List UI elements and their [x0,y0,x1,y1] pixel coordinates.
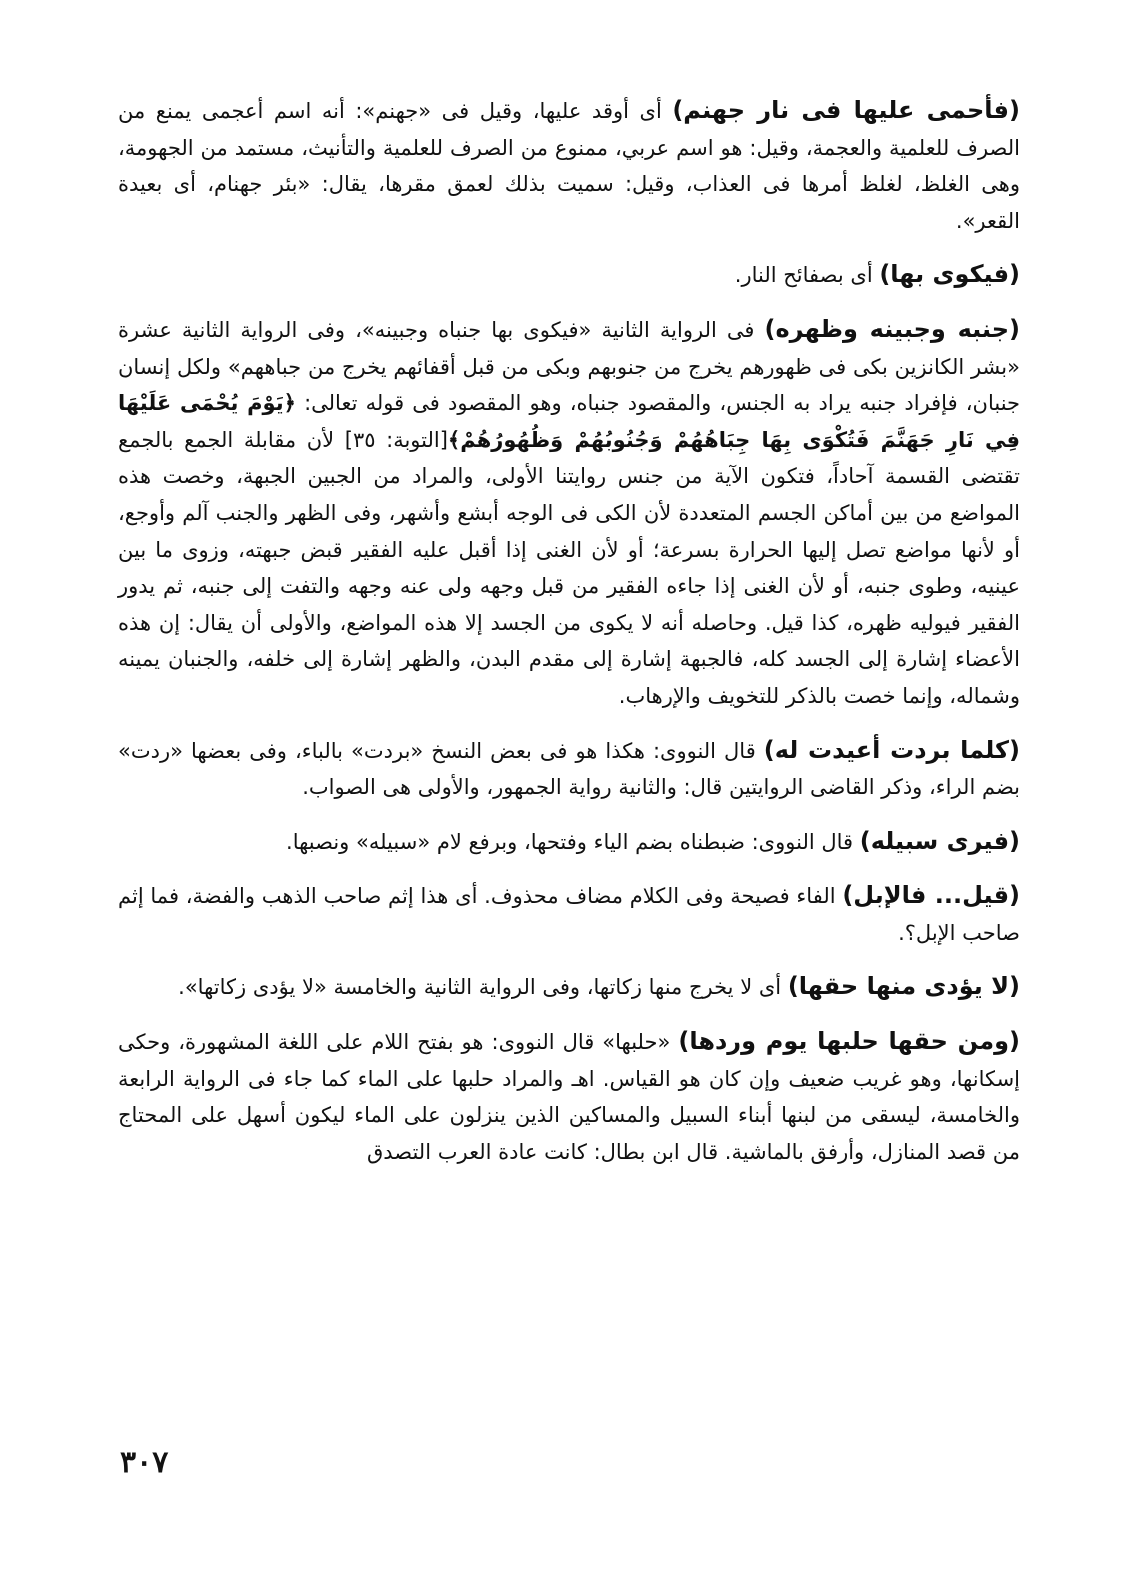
paragraph-2 [118,256,1020,294]
page-number: ٣٠٧ [120,1445,169,1480]
paragraph-text: فى الرواية الثانية «فيكوى بها جنباه وجبينه»، وفى الرواية الثانية عشرة «بشر الكانزين بكى فى ظهورهم يخرج من جنوبهم وبكى من قبل أقفائهم يخرج من جباههم» ولكل إنسان جنبان، فإفراد جنبه يراد به الجنس، والمقصود جنباه، وهو المقصود فى قوله تعالى: [118,317,1021,416]
term-heading: (فأحمى عليها فى نار جهنم) [672,96,1020,124]
paragraph-5 [118,823,1020,861]
paragraph-text: قال النووى: ضبطناه بضم الياء وفتحها، وبرفع لام «سبيله» ونصبها. [286,829,860,854]
paragraph-1 [118,92,1020,239]
page-body [118,92,1020,1187]
paragraph-3 [118,311,1020,715]
term-heading: (جنبه وجبينه وظهره) [764,314,1020,343]
paragraph-text: قال النووى: هكذا هو فى بعض النسخ «بردت» بالباء، وفى بعضها «ردت» بضم الراء، وذكر القاضى الروايتين قال: والثانية رواية الجمهور، والأولى هى الصواب. [118,738,1020,800]
paragraph-text: «حلبها» قال النووى: هو بفتح اللام على اللغة المشهورة، وحكى إسكانها، وهو غريب ضعيف وإن كان هو القياس. اهـ والمراد حلبها على الماء كما جاء فى الرواية الرابعة والخامسة، ليسقى من لبنها أبناء السبيل والمساكين الذين ينزلون على الماء ليكون أسهل على المحتاج من قصد المنازل، وأرفق بالماشية. قال ابن بطال: كانت عادة العرب التصدق [118,1030,1020,1164]
paragraph-6 [118,877,1020,951]
term-heading: (فيرى سبيله) [859,826,1020,855]
paragraph-text: أى لا يخرج منها زكاتها، وفى الرواية الثانية والخامسة «لا يؤدى زكاتها». [178,975,788,1000]
paragraph-7 [118,968,1020,1006]
paragraph-text-continued: [التوبة: ٣٥] لأن مقابلة الجمع بالجمع تقتضى القسمة آحاداً، فتكون الآية من جنس روايتنا الأولى، والمراد من الجبين الجبهة، وخصت هذه المواضع من بين أماكن الجسم المتعددة لأن الكى فى الوجه أبشع وأشهر، وفى الظهر والجنب آلم وأوجع، أو لأنها مواضع تصل إليها الحرارة بسرعة؛ أو لأن الغنى إذا أقبل عليه الفقير قبض جبهته، وزوى ما بين عينيه، وطوى جنبه، أو لأن الغنى إذا جاءه الفقير من قبل وجهه ولى عنه وجهه والتفت إلى جنبه، ثم يدور الفقير فيوليه ظهره، كذا قيل. وحاصله أنه لا يكوى من الجسد إلا هذه المواضع، والأولى أن يقال: إن هذه الأعضاء إشارة إلى الجسد كله، فالجبهة إشارة إلى مقدم البدن، والظهر إشارة إلى خلفه، والجنبان يمينه وشماله، وإنما خصت بالذكر للتخويف والإرهاب. [118,427,1020,708]
paragraph-text: أى بصفائح النار. [734,263,880,288]
term-heading: (كلما بردت أعيدت له) [763,735,1020,764]
quran-verse: ﴿يَوْمَ يُحْمَى عَلَيْهَا فِي نَارِ جَهَنَّمَ فَتُكْوَى بِهَا جِبَاهُهُمْ وَجُنُوبُهُمْ وَظُهُورُهُمْ﴾ [118,391,1020,452]
term-heading: (ومن حقها حلبها يوم وردها) [678,1027,1020,1056]
term-heading: (لا يؤدى منها حقها) [787,972,1020,1001]
term-heading: (قيل... فالإبل) [842,881,1021,910]
paragraph-text: الفاء فصيحة وفى الكلام مضاف محذوف. أى هذا إثم صاحب الذهب والفضة، فما إثم صاحب الإبل؟. [118,884,1020,945]
paragraph-8 [118,1023,1020,1170]
term-heading: (فيكوى بها) [879,260,1020,289]
paragraph-4 [118,732,1020,806]
paragraph-text: أى أوقد عليها، وقيل فى «جهنم»: أنه اسم أعجمى يمنع من الصرف للعلمية والعجمة، وقيل: هو اسم عربي، ممنوع من الصرف للعلمية والتأنيث، مستمد من الجهومة، وهى الغلظ، لغلظ أمرها فى العذاب، وقيل: سميت بذلك لعمق مقرها، يقال: «بئر جهنام، أى بعيدة القعر». [118,99,1020,233]
